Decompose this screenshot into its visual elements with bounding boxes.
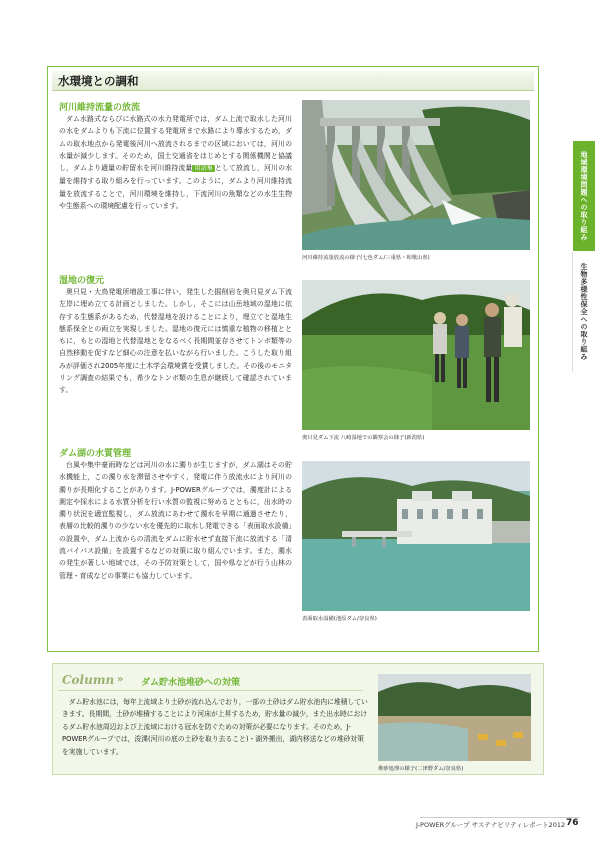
photo-wetland-observation: [302, 280, 530, 430]
subheading-wetland: 湿地の復元: [59, 276, 105, 286]
paragraph-river-flow: [59, 113, 292, 212]
caption-wetland: 奥只見ダム下流 八崎湿地での観察会の様子(新潟県): [302, 435, 425, 441]
photo-dam-spillway: [302, 100, 530, 250]
column-title: ダム貯水池堆砂への対策: [141, 678, 241, 688]
subheading-river-flow: 河川維持流量の放流: [59, 103, 141, 113]
river-flow-text-2: として放流し，河川の水量を維持する取り組みを行っています。このように，ダムより河川維持流量を放流することで，河川環境を維持し，下流河川の魚類などの水生生物や生態系への環境配慮を行っています。: [59, 164, 292, 211]
photo-sediment-removal: [378, 674, 531, 761]
side-tab-regional-environment[interactable]: 地域環境問題への取り組み: [573, 141, 595, 251]
glossary-badge[interactable]: 用語集: [194, 165, 213, 173]
footer-report-title: J-POWERグループ サステナビリティレポート2012: [416, 821, 566, 829]
subheading-water-quality: ダム湖の水質管理: [59, 449, 132, 459]
column-arrow-icon: »: [117, 674, 124, 685]
river-flow-text-1: ダム水路式ならびに水路式の水力発電所では，ダム上流で取水した河川の水をダムよりも下流に位置する発電所まで水路により導水するため，ダムの取水地点から発電後河川へ放流されるまでの区域においては，河川の水量が減少します。そのため，国土交通省をはじめとする関係機関と協議し，ダムより適量の貯留水を河川維持流量: [59, 115, 292, 173]
caption-surface-intake: 表面取水設備(池原ダム/奈良県): [302, 616, 377, 622]
paragraph-water-quality: 台風や集中豪雨時などは河川の水に濁りが生じますが，ダム湖はその貯水機能上，この濁り水を滞留させやすく，発電に伴う放流水により河川の濁りが長期化することがあります。J-POWERグループでは，濁度計による測定や採水による水質分析を行い水質の監視に努めるとともに，出水時の濁り状況を適宜監視し，ダム放流にあわせて濁水を早期に通過させたり，表層の比較的濁りの少ない水を優先的に取水し発電できる「表面取水設備」の設置や，ダム上流からの清流をダムに貯水せず直接下流に放流する「清流バイパス設備」を設置するなどの対策に取り組んでいます。また，濁水の発生が著しい地域では，その予防対策として，国や県などが行う山林の管理・育成などの事業にも協力しています。: [59, 461, 292, 580]
photo-surface-intake: [302, 461, 530, 611]
column-label: Column: [62, 673, 115, 687]
footer-rule: [420, 817, 580, 818]
side-tab-biodiversity[interactable]: 生物多様性保全への取り組み: [572, 252, 595, 372]
caption-sediment: 堆砂処理の様子(二津野ダム/奈良県): [378, 766, 464, 772]
section-title: 水環境との調和: [58, 74, 139, 88]
page-number: 76: [566, 818, 579, 828]
paragraph-wetland: 奥只見・大鳥発電所増設工事に伴い，発生した掘削岩を奥只見ダム下流左岸に埋め立てる計画としました。しかし，そこには山岳地域の湿地に依存する生態系があるため，代替湿地を設けることにより，埋立てと湿地生態系保全との両立を実現しました。湿地の復元には慎重な植物の移植とともに，もとの湿地と代替湿地とをなるべく長期間並存させてトンボ類等の自然移動を促すなど細心の注意を払いながら行いました。こうした取り組みが評価され2005年度に土木学会環境賞を受賞しました。その後のモニタリング調査の結果でも，希少なトンボ類の生息が継続して確認されています。: [59, 288, 292, 395]
caption-dam-spillway: 河川維持流量放流の様子(七色ダム/三重県・和歌山県): [302, 255, 430, 261]
column-text: ダム貯水池には，毎年上流域より土砂が流れ込んでおり，一部の土砂はダム貯水池内に堆積していきます。長期間，土砂が堆積することにより河床が上昇するため，貯水量の減少，また出水時におけるダム貯水池周辺および上流域における冠水を防ぐための対策が必要になります。そのため，J-POWERグループでは，浚渫(河川の底の土砂を取り去ること)・湖外搬出，湖内移送などの堆砂対策を実施しています。: [62, 698, 368, 756]
